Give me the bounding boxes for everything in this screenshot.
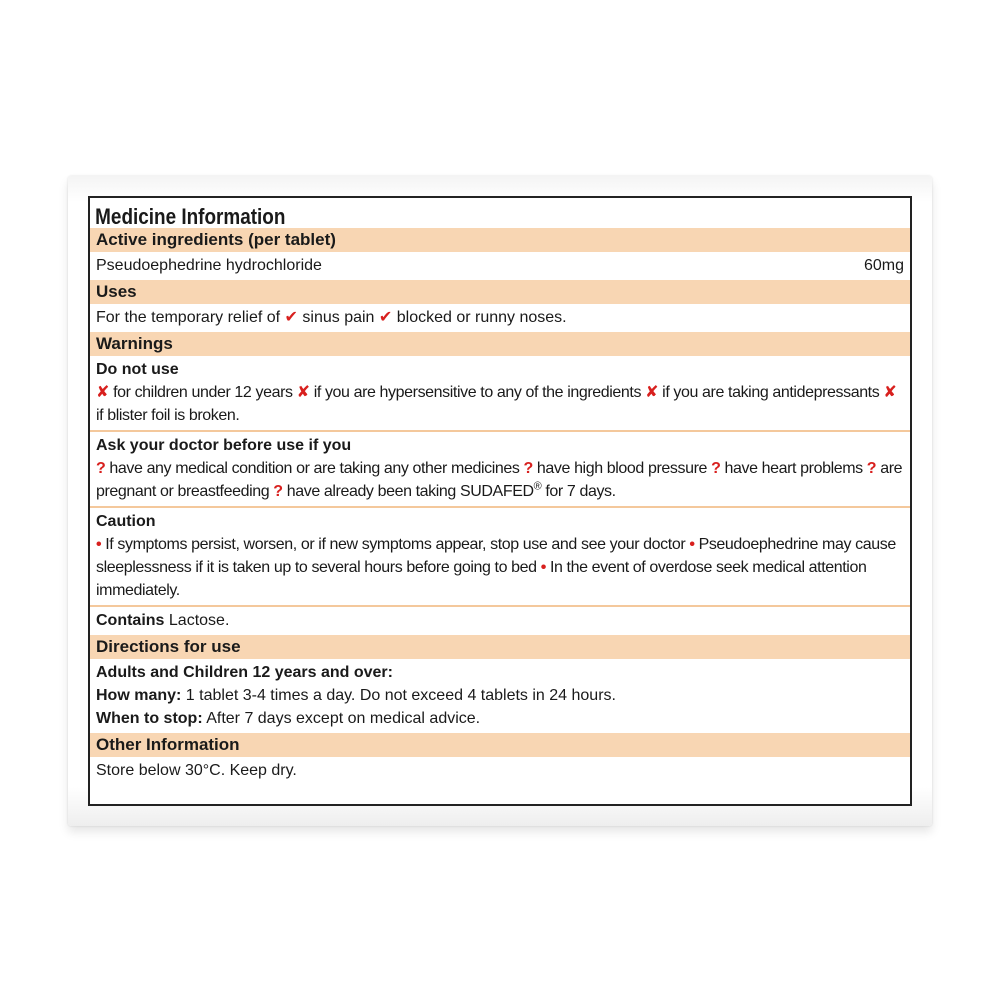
ask-doctor-item: have already been taking SUDAFED xyxy=(286,483,534,500)
caution-item: If symptoms persist, worsen, or if new symptoms appear, stop use and see your doctor xyxy=(105,536,686,553)
cross-icon: ✘ xyxy=(645,384,659,401)
uses-intro: For the temporary relief of xyxy=(96,309,281,326)
uses-item: blocked or runny noses. xyxy=(396,309,567,326)
ask-doctor-tail: for 7 days. xyxy=(545,483,616,500)
caution-item: Pseudoephedrine may cause sleeplessness if it is taken up to several hours before going to bed xyxy=(96,536,896,576)
uses-row xyxy=(90,304,910,332)
uses-item: sinus pain xyxy=(302,309,375,326)
bullet-icon: • xyxy=(689,536,695,553)
ask-doctor-item: are pregnant or breastfeeding xyxy=(96,460,903,500)
do-not-use-item: if blister foil is broken. xyxy=(96,407,240,424)
directions-heading: Directions for use xyxy=(90,635,910,659)
caution-text xyxy=(96,533,904,602)
active-ingredients-heading: Active ingredients (per tablet) xyxy=(90,228,910,252)
how-many-value: 1 tablet 3-4 times a day. Do not exceed 4 tablets in 24 hours. xyxy=(185,687,616,704)
ask-doctor-item: have high blood pressure xyxy=(536,460,708,477)
how-many-label: How many: xyxy=(96,687,182,704)
do-not-use-item: if you are taking antidepressants xyxy=(662,384,880,401)
ask-doctor-section xyxy=(90,430,910,506)
do-not-use-item: if you are hypersensitive to any of the ingredients xyxy=(313,384,642,401)
medicine-information-panel xyxy=(88,196,912,806)
ingredient-amount: 60mg xyxy=(863,257,904,274)
do-not-use-section xyxy=(90,356,910,430)
directions-section xyxy=(90,659,910,733)
uses-heading: Uses xyxy=(90,280,910,304)
warnings-heading: Warnings xyxy=(90,332,910,356)
do-not-use-text xyxy=(96,381,904,427)
caution-heading: Caution xyxy=(96,513,156,530)
contains-label: Contains xyxy=(96,612,165,629)
cross-icon: ✘ xyxy=(883,384,897,401)
ingredient-name: Pseudoephedrine hydrochloride xyxy=(96,257,322,274)
when-to-stop-label: When to stop: xyxy=(96,710,203,727)
bullet-icon: • xyxy=(96,536,102,553)
panel-title: Medicine Information xyxy=(95,204,286,229)
question-icon: ? xyxy=(866,460,877,477)
check-icon: ✔ xyxy=(378,309,393,326)
question-icon: ? xyxy=(711,460,721,477)
other-information-heading: Other Information xyxy=(90,733,910,757)
cross-icon: ✘ xyxy=(96,384,110,401)
do-not-use-item: for children under 12 years xyxy=(113,384,293,401)
when-to-stop-value: After 7 days except on medical advice. xyxy=(206,710,481,727)
check-icon: ✔ xyxy=(284,309,298,326)
contains-row xyxy=(90,605,910,635)
caution-item: In the event of overdose seek medical attention immediately. xyxy=(96,559,867,599)
when-to-stop-line xyxy=(96,707,904,730)
question-icon: ? xyxy=(523,460,533,477)
question-icon: ? xyxy=(96,460,106,477)
do-not-use-heading: Do not use xyxy=(96,361,179,378)
contains-value: Lactose. xyxy=(168,612,230,629)
ask-doctor-item: have heart problems xyxy=(724,460,863,477)
registered-trademark-mark: ® xyxy=(533,480,542,493)
ask-doctor-text xyxy=(96,457,904,503)
how-many-line xyxy=(96,684,904,707)
caution-section xyxy=(90,506,910,605)
storage-row: Store below 30°C. Keep dry. xyxy=(96,762,297,779)
active-ingredient-row xyxy=(90,252,910,280)
question-icon: ? xyxy=(273,483,283,500)
panel-spacer xyxy=(90,785,910,804)
bullet-icon: • xyxy=(540,559,546,576)
cross-icon: ✘ xyxy=(296,384,310,401)
ask-doctor-heading: Ask your doctor before use if you xyxy=(96,437,352,454)
directions-audience: Adults and Children 12 years and over: xyxy=(96,664,393,681)
ask-doctor-item: have any medical condition or are taking any other medicines xyxy=(109,460,520,477)
